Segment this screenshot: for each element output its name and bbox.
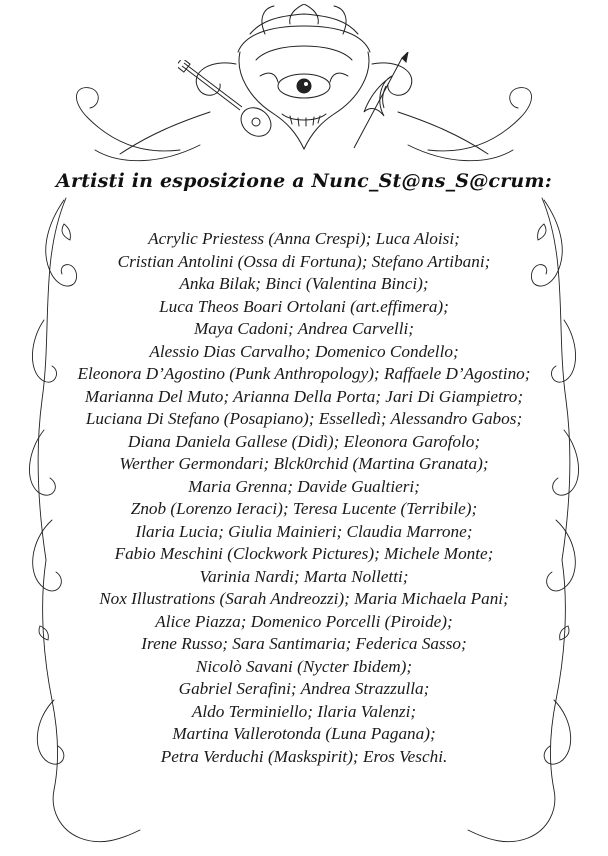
list-item: Maria Grenna; Davide Gualtieri; [188,476,420,496]
list-item: Irene Russo; Sara Santimaria; Federica Sasso; [141,634,467,653]
list-item: Werther Germondari; Blck0rchid (Martina Granata); [119,454,489,473]
spear-banner-icon [340,52,420,152]
lute-icon [178,60,278,140]
list-item: Alice Piazza; Domenico Porcelli (Piroide); [155,611,453,631]
list-item: Nox Illustrations (Sarah Andreozzi); Maria Michaela Pani; [99,589,509,608]
list-item: Ilaria Lucia; Giulia Mainieri; Claudia Marrone; [135,521,473,541]
list-item: Eleonora D’Agostino (Punk Anthropology); Raffaele D’Agostino; [77,364,531,383]
page-title: Artisti in esposizione a Nunc_St@ns_S@crum: [56,170,552,192]
list-item: Diana Daniela Gallese (Didì); Eleonora Garofolo; [127,431,481,451]
list-item: Aldo Terminiello; Ilaria Valenzi; [191,701,417,721]
list-item: Luciana Di Stefano (Posapiano); Esselledì; Alessandro Gabos; [85,409,523,428]
list-item: Alessio Dias Carvalho; Domenico Condello; [149,341,459,361]
list-item: Gabriel Serafini; Andrea Strazzulla; [178,679,430,698]
all-seeing-eye-emblem [60,4,548,174]
list-item: Marianna Del Muto; Arianna Della Porta; Jari Di Giampietro; [84,386,524,406]
list-item: Znob (Lorenzo Ieraci); Teresa Lucente (Terribile); [130,499,478,518]
list-item: Luca Theos Boari Ortolani (art.effimera); [159,296,449,316]
list-item: Acrylic Priestess (Anna Crespi); Luca Aloisi; [148,229,460,248]
list-item: Maya Cadoni; Andrea Carvelli; [193,319,415,338]
list-item: Fabio Meschini (Clockwork Pictures); Michele Monte; [114,544,494,563]
list-item: Petra Verduchi (Maskspirit); Eros Veschi. [160,746,448,766]
list-item: Martina Vallerotonda (Luna Pagana); [172,724,436,743]
list-item: Cristian Antolini (Ossa di Fortuna); Stefano Artibani; [117,251,491,271]
list-item: Anka Bilak; Binci (Valentina Binci); [179,274,429,293]
list-item: Nicolò Savani (Nycter Ibidem); [195,656,413,676]
artist-list [40,228,568,768]
list-item: Varinia Nardi; Marta Nolletti; [199,566,409,586]
